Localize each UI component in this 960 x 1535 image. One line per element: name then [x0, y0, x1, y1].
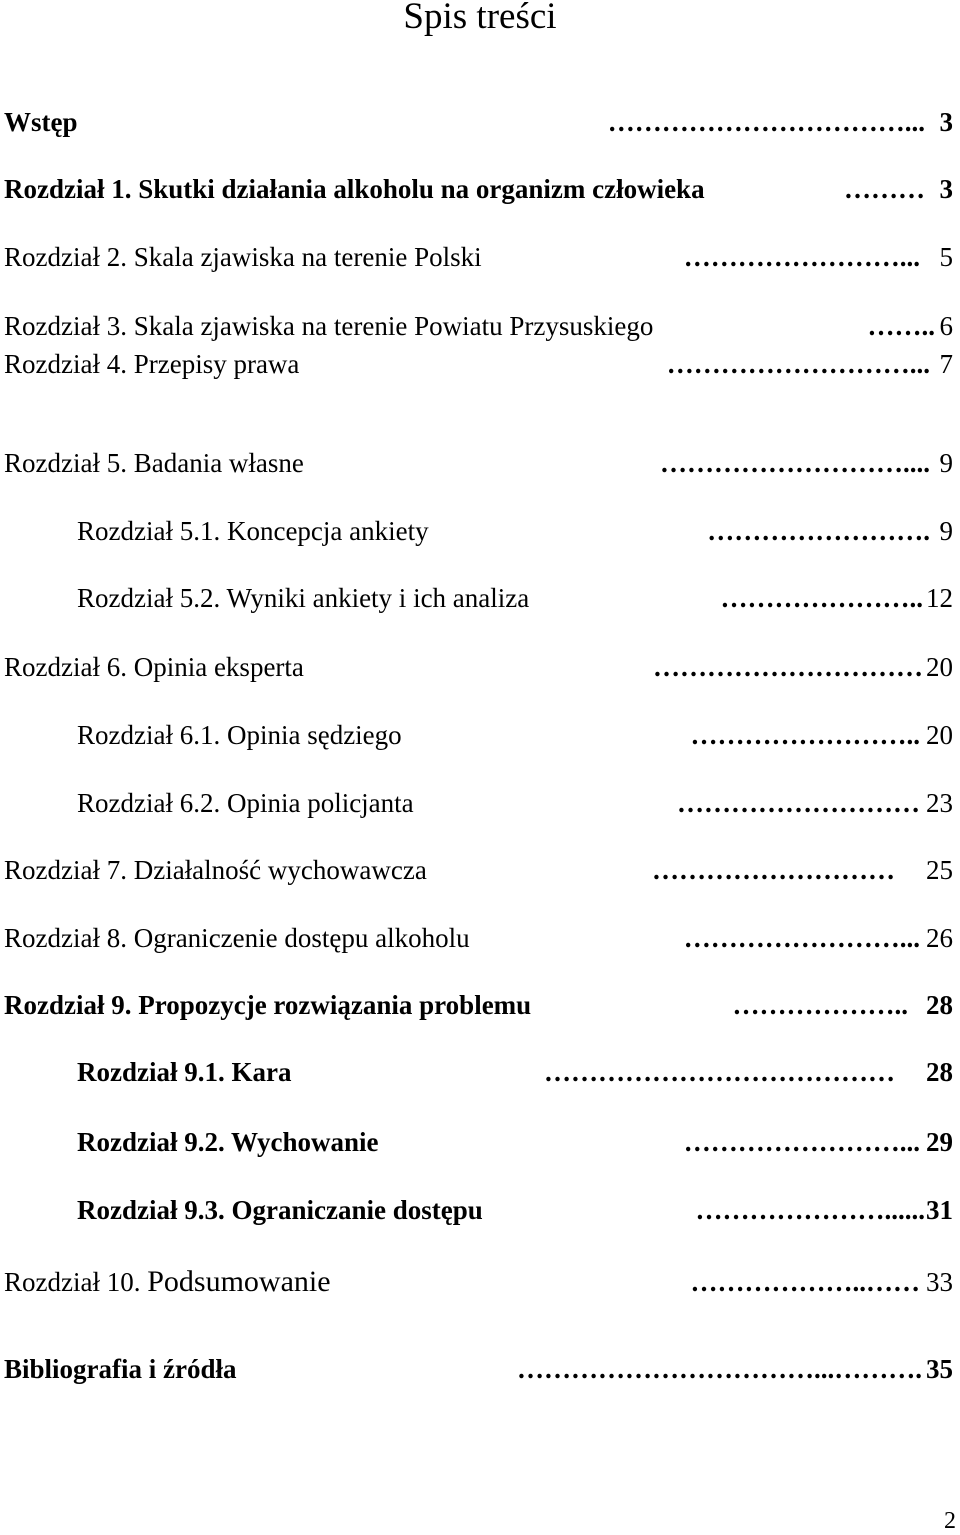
- toc-entry-title: Rozdział 5.2. Wyniki ankiety i ich analiza: [77, 583, 530, 613]
- toc-page-number: 20: [926, 720, 953, 750]
- toc-entry-title-emphasis: Podsumowanie: [147, 1265, 331, 1298]
- toc-leader: ……………………..: [690, 720, 920, 750]
- toc-page-number: 12: [926, 583, 953, 613]
- toc-entry-title: Rozdział 6.1. Opinia sędziego: [77, 720, 402, 750]
- toc-page-number: 3: [939, 107, 953, 137]
- toc-leader: ………………………...: [666, 349, 930, 379]
- toc-leader: …………………......: [695, 1195, 925, 1225]
- toc-entry-title: Rozdział 5. Badania własne: [4, 448, 304, 478]
- toc-page-number: 20: [926, 652, 953, 682]
- toc-leader: ………………………: [677, 788, 920, 818]
- toc-entry: [0, 918, 960, 958]
- toc-entry: [0, 783, 960, 823]
- toc-entry: [0, 443, 960, 483]
- toc-page-number: 31: [926, 1195, 953, 1225]
- toc-entry-title: Rozdział 1. Skutki działania alkoholu na organizm człowieka: [4, 174, 705, 204]
- toc-page-number: 33: [926, 1267, 953, 1297]
- toc-leader: ……………………...: [683, 242, 920, 272]
- toc-leader: ………………..……: [690, 1267, 920, 1297]
- toc-page-number: 29: [926, 1127, 953, 1157]
- toc-page-number: 3: [939, 174, 953, 204]
- toc-leader: …………………………: [653, 652, 923, 682]
- toc-entry-title: Rozdział 9. Propozycje rozwiązania problemu: [4, 990, 532, 1020]
- toc-entry-title: Rozdział 9.3. Ograniczanie dostępu: [77, 1195, 483, 1225]
- toc-entry: [0, 344, 960, 384]
- toc-entry: [0, 850, 960, 890]
- toc-page-number: 9: [939, 448, 953, 478]
- toc-entry-title: Rozdział 2. Skala zjawiska na terenie Polski: [4, 242, 482, 272]
- toc-page-number: 28: [926, 1057, 953, 1087]
- toc-entry-title: Rozdział 4. Przepisy prawa: [4, 349, 300, 379]
- toc-entry: [0, 306, 960, 346]
- toc-page-number: 25: [926, 855, 953, 885]
- toc-leader: …………………….: [707, 516, 930, 546]
- toc-page-number: 35: [926, 1354, 953, 1384]
- toc-entry-title: Rozdział 5.1. Koncepcja ankiety: [77, 516, 429, 546]
- toc-entry: [0, 985, 960, 1025]
- toc-entry: [0, 1052, 960, 1092]
- toc-leader: ………………………: [652, 855, 895, 885]
- toc-leader: ………: [844, 174, 925, 204]
- toc-leader: ……………………………...……….: [517, 1354, 922, 1384]
- toc-leader: ………………………....: [660, 448, 930, 478]
- toc-entry-title: Rozdział 9.1. Kara: [77, 1057, 292, 1087]
- toc-page-number: 28: [926, 990, 953, 1020]
- toc-page-number: 9: [939, 516, 953, 546]
- toc-leader: ……..: [867, 311, 935, 341]
- toc-entry-title: [4, 1262, 331, 1302]
- toc-entry-title: Rozdział 9.2. Wychowanie: [77, 1127, 379, 1157]
- toc-leader: ……………………...: [683, 1127, 920, 1157]
- toc-entry: [0, 169, 960, 209]
- toc-entry: [0, 511, 960, 551]
- toc-page-number: 7: [939, 349, 953, 379]
- toc-entry: [0, 578, 960, 618]
- toc-entry: [0, 102, 960, 142]
- toc-entry: [0, 1262, 960, 1302]
- toc-page-number: 5: [939, 242, 953, 272]
- toc-entry-title: Wstęp: [4, 107, 78, 137]
- toc-entry-title: Rozdział 7. Działalność wychowawcza: [4, 855, 427, 885]
- toc-leader: ……………………...: [683, 923, 920, 953]
- toc-entry-title: Rozdział 3. Skala zjawiska na terenie Powiatu Przysuskiego: [4, 311, 654, 341]
- toc-entry: [0, 1190, 960, 1230]
- toc-page-number: 26: [926, 923, 953, 953]
- toc-page-number: 6: [939, 311, 953, 341]
- toc-leader: …………………………………: [544, 1057, 895, 1087]
- toc-entry: [0, 237, 960, 277]
- page-number: 2: [944, 1508, 956, 1534]
- toc-leader: …………………..: [720, 583, 923, 613]
- toc-entry: [0, 1122, 960, 1162]
- toc-entry: [0, 715, 960, 755]
- toc-leader: ………………..: [732, 990, 908, 1020]
- toc-entry: [0, 647, 960, 687]
- toc-entry-title-prefix: Rozdział 10.: [4, 1267, 148, 1297]
- toc-entry-title: Bibliografia i źródła: [4, 1354, 237, 1384]
- toc-page-number: 23: [926, 788, 953, 818]
- toc-leader: ……………………………...: [607, 107, 925, 137]
- toc-entry-title: Rozdział 6.2. Opinia policjanta: [77, 788, 414, 818]
- toc-entry: [0, 1349, 960, 1389]
- toc-entry-title: Rozdział 8. Ograniczenie dostępu alkoholu: [4, 923, 470, 953]
- page-title: Spis treści: [403, 0, 557, 37]
- toc-entry-title: Rozdział 6. Opinia eksperta: [4, 652, 304, 682]
